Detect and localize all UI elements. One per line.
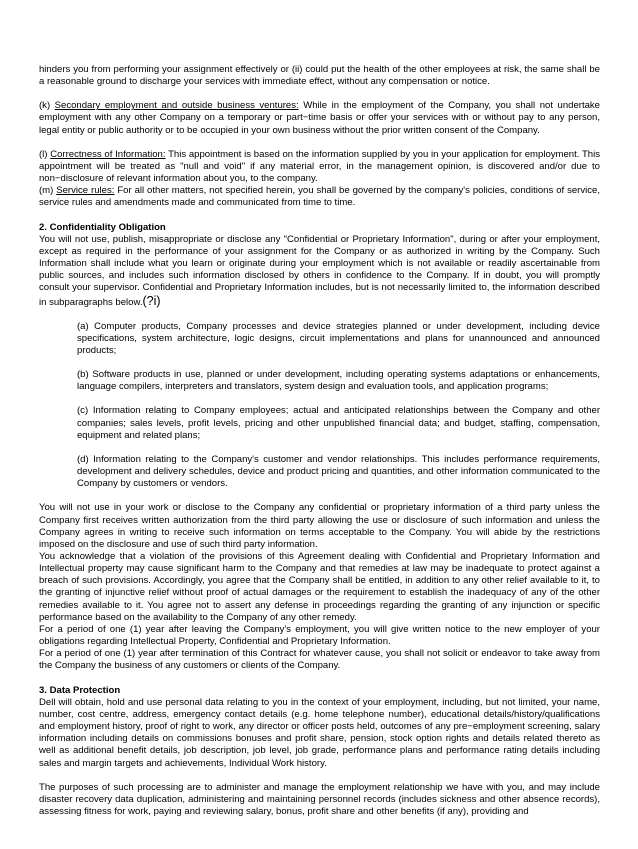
clause-m-text: For all other matters, not specified herein, you shall be governed by the company's policies, conditions of service, service rules and amendments made and communicated from time to time. <box>39 185 600 209</box>
clause-k-prefix: (k) <box>39 100 55 112</box>
clause-k-text: While in the employment of the Company, you shall not undertake employment with any other Company on a temporary or part−time basis or offer your services with or without pay to any person, legal entity or public authority or to be occupied in your own business without the prior written consent of the Company. <box>39 100 600 136</box>
section-2-marker: (?i) <box>142 293 161 308</box>
notice-paragraph: For a period of one (1) year after leaving the Company's employment, you will give written notice to the new employer of your obligations regarding Intellectual Property, Confidential and Proprietary Information. <box>39 623 600 648</box>
section-2-heading: 2. Confidentiality Obligation <box>39 221 166 233</box>
intro-paragraph: hinders you from performing your assignment effectively or (ii) could put the health of the other employees at risk, the same shall be a reasonable ground to discharge your services with immediate effect, without any compensation or notice. <box>39 64 600 88</box>
clause-k-title: Secondary employment and outside business ventures: <box>54 100 299 112</box>
clause-l-title: Correctness of Information: <box>50 148 166 160</box>
purposes-paragraph: The purposes of such processing are to administer and manage the employment relationship we have with you, and may include disaster recovery data duplication, administering and maintaining personnel records (includes sickness and other absence records), assessing fitness for work, paying and reviewing salary, bonus, profit share and other benefits (if any), providing and <box>39 781 600 817</box>
non-solicit-paragraph: For a period of one (1) year after termination of this Contract for whatever cause, you shall not solicit or endeavor to take away from the Company the business of any customers or clients of the Company. <box>39 648 600 672</box>
subparagraph-c: (c) Information relating to Company employees; actual and anticipated relationships between the Company and other companies; sales levels, profit levels, pricing and other unpublished financial data; and budget, staffing, compensation, equipment and related plans; <box>77 405 600 441</box>
clause-m-prefix: (m) <box>39 185 57 197</box>
section-3-heading: 3. Data Protection <box>39 684 121 696</box>
section-2-intro-text: You will not use, publish, misappropriate or disclose any "Confidential or Proprietary Information", during or after your employment, except as required in the performance of your assignment for the Company or as authorized in writing by the Company. Such Information shall include what you learn or originate during your employment which is not available or readily ascertainable from public sources, and includes such information disclosed by others in confidence to the Company. If in doubt, you will promptly consult your supervisor. Confidential and Proprietary Information includes, but is not necessarily limited to, the information described in subparagraphs below. <box>39 233 600 308</box>
subparagraph-b: (b) Software products in use, planned or under development, including operating systems adaptations or enhancements, language compilers, interpreters and translators, system design and evaluation tools, and application programs; <box>77 369 600 393</box>
subparagraph-d: (d) Information relating to the Company's customer and vendor relationships. This includes performance requirements, development and delivery schedules, device and product pricing and quantities, and other information communicated to the Company by customers or vendors. <box>77 453 600 490</box>
clause-l <box>39 149 600 185</box>
document-page <box>39 64 600 818</box>
data-protection-paragraph: Dell will obtain, hold and use personal data relating to you in the context of your employment, including, but not limited, your name, number, cost centre, address, emergency contact details (e.g. home telephone number), educational details/history/qualifications and employment history, proof of right to work, any director or officer posts held, outcomes of any pre−employment screening, salary information including details on commissions bonuses and profit share, pension, stock option rights and details related thereto as well as additional benefit details, job description, job level, job grade, performance plans and performance rating details including sales and margin targets and achievements, Individual Work history. <box>39 696 600 769</box>
clause-k <box>39 100 600 136</box>
clause-m <box>39 185 600 209</box>
clause-l-text: This appointment is based on the information supplied by you in your application for employment. This appointment will be treated as "null and void" if any material error, in the management opinion, is discovered and/or due to non−disclosure of relevant information about you, to the company. <box>39 148 600 185</box>
third-party-paragraph: You will not use in your work or disclose to the Company any confidential or proprietary information of a third party unless the Company first receives written authorization from the third party allowing the use or disclosure of such information and unless the Company agrees in writing to receive such information on terms acceptable to the Company. You will abide by the restrictions imposed on the disclosure and use of such third party information. <box>39 502 600 550</box>
clause-l-prefix: (l) <box>39 148 51 160</box>
section-2-intro <box>39 234 600 309</box>
subparagraph-a: (a) Computer products, Company processes and device strategies planned or under development, including device specifications, system architecture, logic designs, circuit implementations and plans for unannounced and announced products; <box>77 320 600 356</box>
injunctive-relief-paragraph: You acknowledge that a violation of the provisions of this Agreement dealing with Confidential and Proprietary Information and Intellectual property may cause significant harm to the Company and that remedies at law may be inadequate to protect against a breach of such provisions. Accordingly, you agree that the Company shall be entitled, in addition to any other relief available to it, to the granting of injunctive relief without proof of actual damages or the requirement to establish the inadequacy of any of the other remedies available to it. You agree not to assert any defense in proceedings regarding the granting of any injunction or specific performance based on the availability to the Company of any other remedy. <box>39 551 600 623</box>
clause-m-title: Service rules: <box>56 185 115 197</box>
